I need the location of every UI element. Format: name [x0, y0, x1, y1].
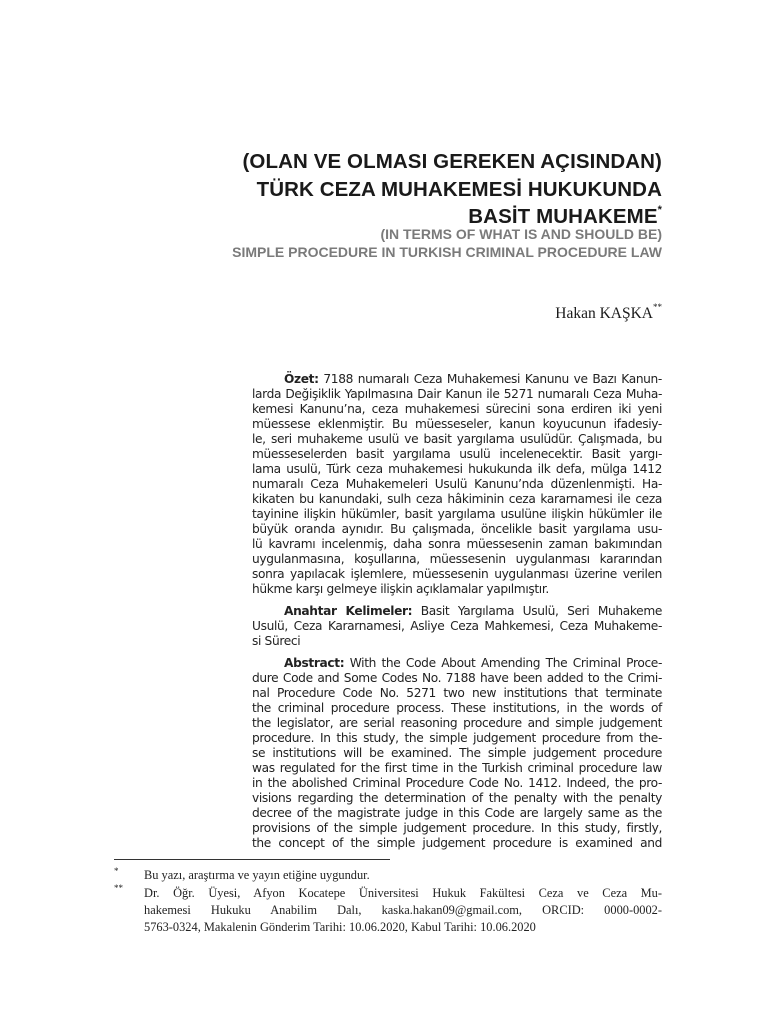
keywords-line: si Süreci	[252, 634, 301, 648]
ozet-line: sonra yapılacak işlemlere, müessesenin uygulanması üzerine verilen	[252, 567, 662, 581]
abstract-line: visions regarding the determination of the penalty with the penalty	[252, 791, 662, 805]
footnote-2-line: hakemesi Hukuku Anabilim Dalı, kaska.hakan09@gmail.com, ORCID: 0000-0002-	[144, 903, 662, 917]
footnote-2-line: Dr. Öğr. Üyesi, Afyon Kocatepe Üniversitesi Hukuk Fakültesi Ceza ve Ceza Mu-	[144, 886, 662, 900]
ozet-line: kikaten bu kanundaki, sulh ceza hâkiminin ceza kararnamesi ile ceza	[252, 492, 662, 506]
ozet-line: tayinine ilişkin hükümler, basit yargılama usulüne ilişkin hükümler ile	[252, 507, 662, 521]
abstract-line: dure Code and Some Codes No. 7188 have been added to the Crimi-	[252, 671, 662, 685]
ozet-line: le, seri muhakeme usulü ve basit yargılama usulüdür. Çalışmada, bu	[252, 432, 662, 446]
author	[555, 304, 662, 323]
abstract-line: in the abolished Criminal Procedure Code No. 1412. Indeed, the pro-	[252, 776, 662, 790]
title-line-2: TÜRK CEZA MUHAKEMESİ HUKUKUNDA	[256, 178, 662, 201]
ozet-line: hükme karşı gelmeye ilişkin açıklamalar yapılmıştır.	[252, 582, 549, 596]
abstract-line: the legislator, are serial reasoning procedure and simple judgement	[252, 716, 662, 730]
ozet-label: Özet:	[284, 372, 319, 386]
footnote-1-marker: *	[114, 866, 119, 876]
subtitle-line-2: SIMPLE PROCEDURE IN TURKISH CRIMINAL PROCEDURE LAW	[232, 244, 662, 260]
ozet-line: müessese eklenmiştir. Bu müesseseler, kanun koyucunun ifadesiy-	[252, 417, 662, 431]
keywords-line: Usulü, Ceza Kararnamesi, Asliye Ceza Mahkemesi, Ceza Muhakeme-	[252, 619, 662, 633]
abstract-line: Abstract: With the Code About Amending The Criminal Proce-	[284, 656, 662, 670]
ozet-line: müesseselerden basit yargılama usulü incelenecektir. Basit yargı-	[252, 447, 662, 461]
ozet-line: lama usulü, Türk ceza muhakemesi hukukunda ilk defa, mülga 1412	[252, 462, 662, 476]
abstract-line: procedure. In this study, the simple judgement procedure from the-	[252, 731, 662, 745]
ozet-line: larda Değişiklik Yapılmasına Dair Kanun ile 5271 numaralı Ceza Muha-	[252, 387, 662, 401]
ozet-line: uygulanmasına, koşullarına, müessesenin uygulanması kararından	[252, 552, 662, 566]
footnote-1-text: Bu yazı, araştırma ve yayın etiğine uygundur.	[144, 868, 370, 882]
ozet-line: büyük oranda aynıdır. Bu çalışmada, öncelikle basit yargılama usu-	[252, 522, 662, 536]
abstract-line: the criminal procedure process. These institutions, in the words of	[252, 701, 662, 715]
ozet-line: numaralı Ceza Muhakemeleri Usulü Kanunu’nda düzenlenmişti. Ha-	[252, 477, 662, 491]
footnote-2-marker: **	[114, 883, 123, 893]
abstract-line: provisions of the simple judgement procedure. In this study, firstly,	[252, 821, 662, 835]
abstract-line: was regulated for the first time in the Turkish criminal procedure law	[252, 761, 662, 775]
author-name: Hakan KAŞKA	[555, 305, 653, 323]
title-line-1: (OLAN VE OLMASI GEREKEN AÇISINDAN)	[242, 150, 662, 173]
footnote-divider	[114, 859, 390, 860]
abstract-line: nal Procedure Code No. 5271 two new institutions that terminate	[252, 686, 662, 700]
ozet-line: kemesi Kanunu’na, ceza muhakemesi sürecini sona erdiren iki yeni	[252, 402, 662, 416]
abstract-line: se institutions will be examined. The simple judgement procedure	[252, 746, 662, 760]
abstract-label: Abstract:	[284, 656, 345, 670]
title-line-3-text: BASİT MUHAKEME	[468, 205, 658, 228]
abstract-line: decree of the magistrate judge in this Code are largely same as the	[252, 806, 662, 820]
keywords-label: Anahtar Kelimeler:	[284, 604, 413, 618]
author-footnote-marker: **	[653, 302, 662, 312]
ozet-line: lü kavramı incelenmiş, daha sonra müessesenin zaman bakımından	[252, 537, 662, 551]
title-footnote-marker: *	[657, 204, 662, 217]
footnote-2-line: 5763-0324, Makalenin Gönderim Tarihi: 10.06.2020, Kabul Tarihi: 10.06.2020	[144, 920, 536, 934]
keywords-line: Anahtar Kelimeler: Basit Yargılama Usulü, Seri Muhakeme	[284, 604, 662, 618]
abstract-line: the concept of the simple judgement procedure is examined and	[252, 836, 662, 850]
ozet-line: Özet: 7188 numaralı Ceza Muhakemesi Kanunu ve Bazı Kanun-	[284, 372, 662, 386]
subtitle-line-1: (IN TERMS OF WHAT IS AND SHOULD BE)	[380, 226, 662, 242]
